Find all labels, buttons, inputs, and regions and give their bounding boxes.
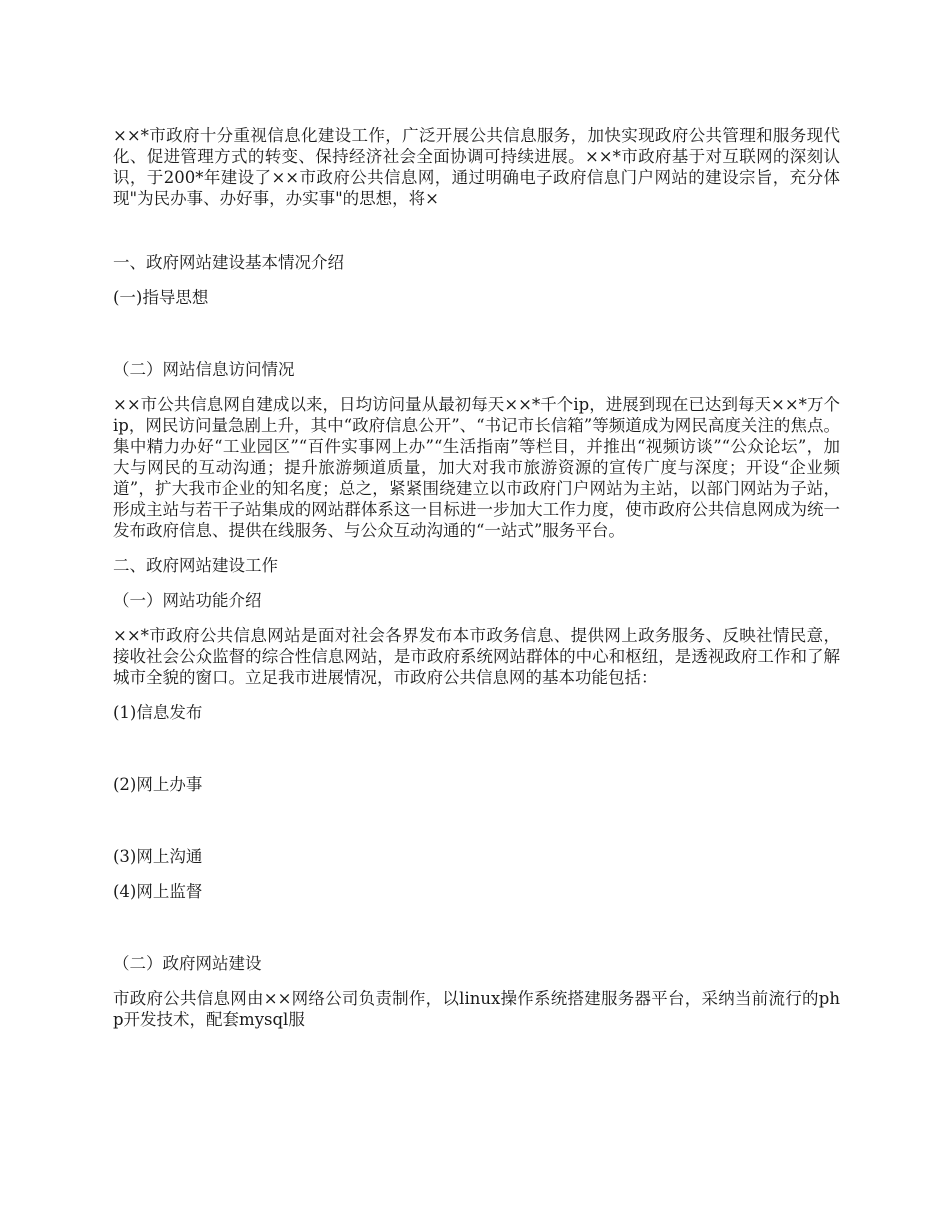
list-item-online-service: (2)网上办事 bbox=[113, 775, 203, 794]
heading-basic-info: 一、政府网站建设基本情况介绍 bbox=[113, 253, 344, 272]
heading-site-functions: （一）网站功能介绍 bbox=[113, 591, 262, 610]
intro-paragraph: ××*市政府十分重视信息化建设工作，广泛开展公共信息服务，加快实现政府公共管理和服务现代化、促进管理方式的转变、保持经济社会全面协调可持续进展。××*市政府基于对互联网的深刻认识，于200*年建设了××市政府公共信息网，通过明确电子政府信息门户网站的建设宗旨，充分体现"为民办事、办好事，办实事"的思想，将× bbox=[113, 126, 840, 208]
construction-paragraph: 市政府公共信息网由××网络公司负责制作，以linux操作系统搭建服务器平台，采纳当前流行的php开发技术，配套mysql服 bbox=[113, 989, 840, 1029]
heading-site-work: 二、政府网站建设工作 bbox=[113, 556, 278, 575]
list-item-online-communication: (3)网上沟通 bbox=[113, 847, 203, 866]
functions-paragraph: ××*市政府公共信息网站是面对社会各界发布本市政务信息、提供网上政务服务、反映社情民意，接收社会公众监督的综合性信息网站，是市政府系统网站群体的中心和枢纽，是透视政府工作和了解城市全貌的窗口。立足我市进展情况，市政府公共信息网的基本功能包括： bbox=[113, 626, 840, 687]
document-body bbox=[113, 125, 840, 1030]
heading-site-construction: （二）政府网站建设 bbox=[113, 954, 262, 973]
list-item-info-publish: (1)信息发布 bbox=[113, 703, 203, 722]
heading-site-visits: （二）网站信息访问情况 bbox=[113, 360, 295, 379]
list-item-online-supervision: (4)网上监督 bbox=[113, 882, 203, 901]
heading-guiding-thought: (一)指导思想 bbox=[113, 288, 209, 307]
visits-paragraph: ××市公共信息网自建成以来，日均访问量从最初每天××*千个ip，进展到现在已达到每天××*万个ip，网民访问量急剧上升，其中“政府信息公开”、“书记市长信箱”等频道成为网民高度关注的焦点。集中精力办好“工业园区”“百件实事网上办”“生活指南”等栏目，并推出“视频访谈”“公众论坛”，加大与网民的互动沟通；提升旅游频道质量，加大对我市旅游资源的宣传广度与深度；开设“企业频道”，扩大我市企业的知名度；总之，紧紧围绕建立以市政府门户网站为主站，以部门网站为子站，形成主站与若干子站集成的网站群体系这一目标进一步加大工作力度，使市政府公共信息网成为统一发布政府信息、提供在线服务、与公众互动沟通的“一站式”服务平台。 bbox=[113, 395, 840, 540]
